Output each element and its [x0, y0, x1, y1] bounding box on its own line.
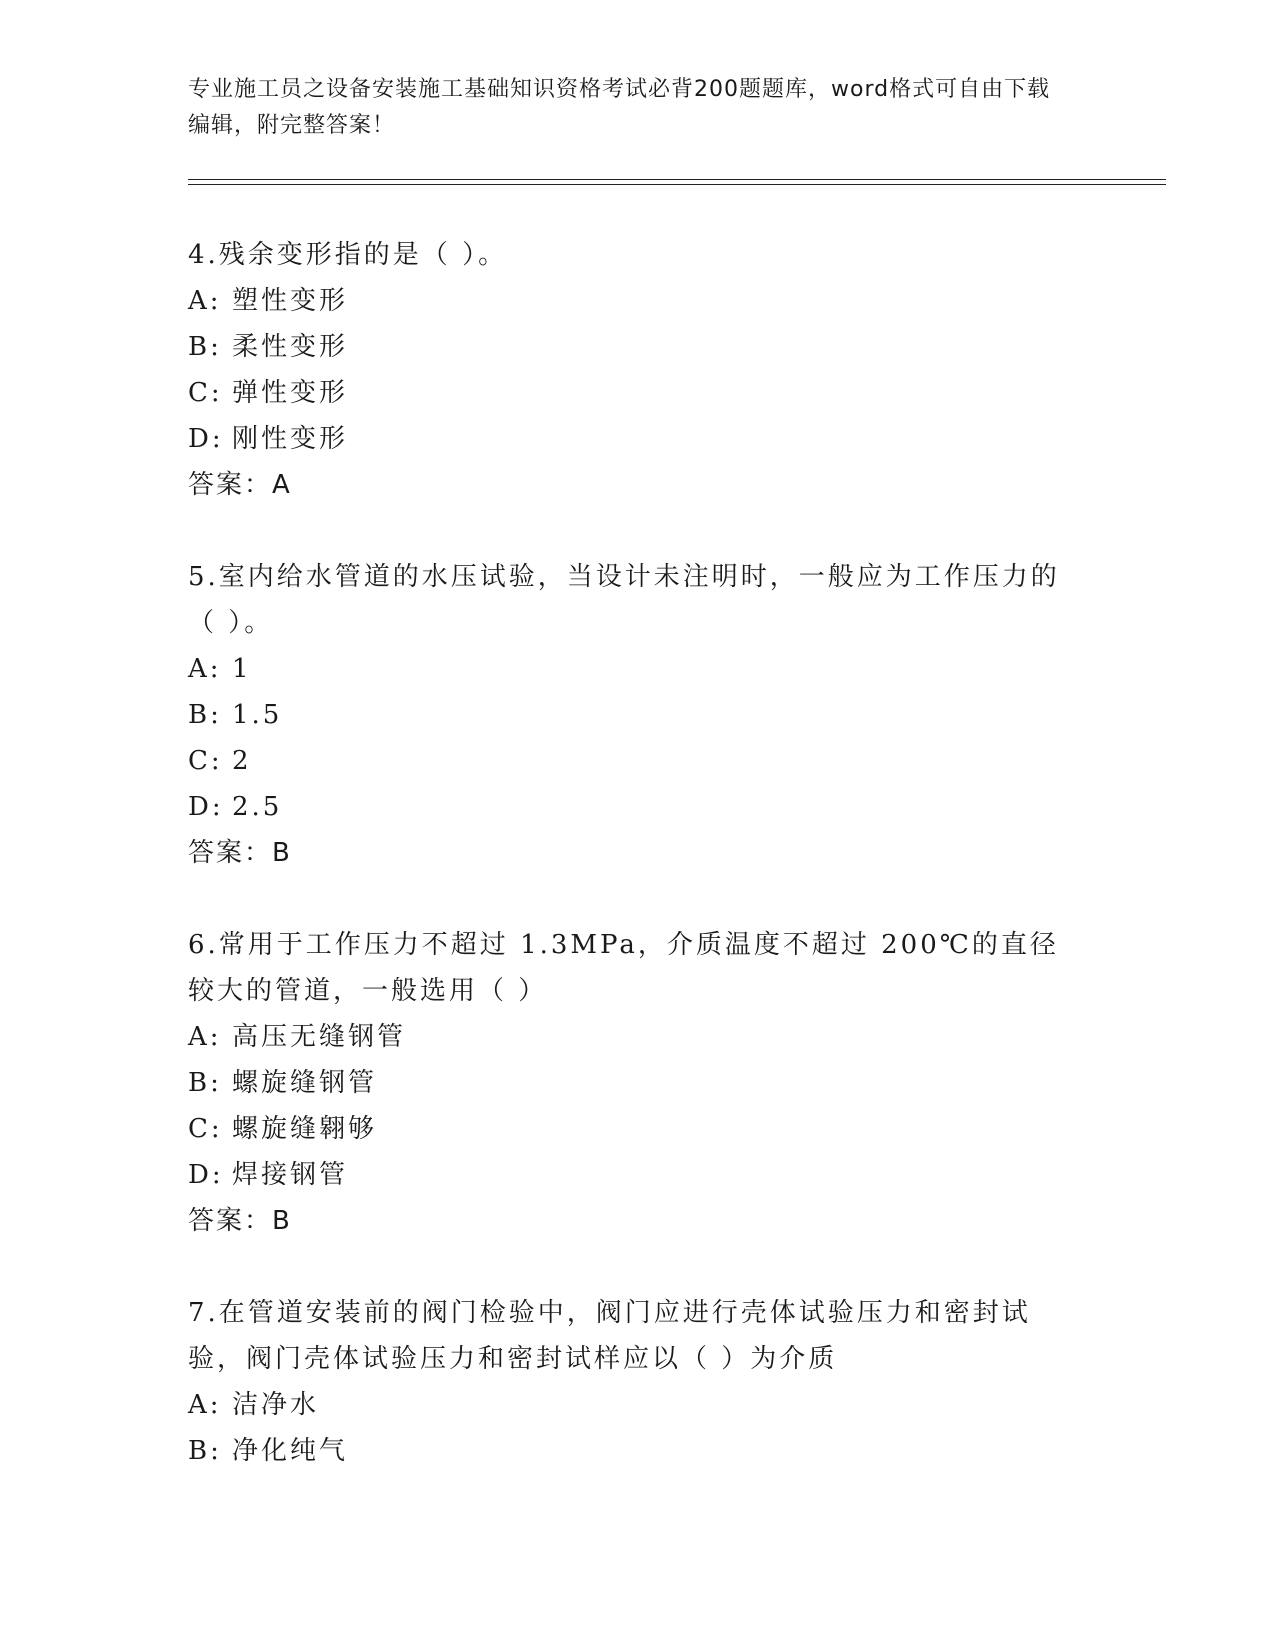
- option-b: [188, 1060, 1068, 1106]
- option-letter: C:: [188, 378, 223, 408]
- question-stem: 6.常用于工作压力不超过 1.3MPa，介质温度不超过 200℃的直径较大的管道，一般选用（ ）: [188, 930, 1059, 1006]
- option-letter: C:: [188, 1114, 223, 1144]
- option-d: [188, 416, 1068, 462]
- option-b: [188, 692, 1068, 738]
- header-title: 专业施工员之设备安装施工基础知识资格考试必背200题题库，word格式可自由下载编辑，附完整答案！: [188, 77, 1051, 138]
- option-a: [188, 278, 1068, 324]
- option-c: [188, 738, 1068, 784]
- option-text: 螺旋缝钢管: [232, 1068, 378, 1098]
- option-d: [188, 1152, 1068, 1198]
- question-4: [188, 232, 1068, 508]
- option-text: 螺旋缝翱够: [232, 1114, 378, 1144]
- answer-line: 答案：B: [188, 1206, 292, 1236]
- question-stem: 5.室内给水管道的水压试验，当设计未注明时，一般应为工作压力的（ ）。: [188, 562, 1060, 638]
- option-letter: A:: [188, 286, 222, 316]
- option-letter: A:: [188, 1390, 222, 1420]
- option-letter: C:: [188, 746, 223, 776]
- question-5: [188, 554, 1068, 876]
- option-text: 净化纯气: [232, 1436, 349, 1466]
- question-stem: 4.残余变形指的是（ ）。: [188, 240, 508, 270]
- question-7: [188, 1290, 1068, 1474]
- option-text: 高压无缝钢管: [232, 1022, 407, 1052]
- option-text: 2.5: [232, 792, 283, 822]
- option-letter: D:: [188, 792, 224, 822]
- option-letter: B:: [188, 1068, 222, 1098]
- option-letter: B:: [188, 1436, 222, 1466]
- answer-line: 答案：A: [188, 470, 292, 500]
- option-b: [188, 1428, 1068, 1474]
- option-letter: B:: [188, 332, 222, 362]
- option-d: [188, 784, 1068, 830]
- option-a: [188, 646, 1068, 692]
- option-letter: D:: [188, 1160, 224, 1190]
- option-text: 弹性变形: [232, 378, 349, 408]
- option-text: 焊接钢管: [232, 1160, 349, 1190]
- header-divider-bottom: [188, 184, 1166, 185]
- question-6: [188, 922, 1068, 1244]
- question-stem: 7.在管道安装前的阀门检验中，阀门应进行壳体试验压力和密封试验，阀门壳体试验压力和密封试样应以（ ）为介质: [188, 1298, 1031, 1374]
- option-text: 塑性变形: [232, 286, 349, 316]
- option-b: [188, 324, 1068, 370]
- option-c: [188, 370, 1068, 416]
- option-letter: A:: [188, 654, 222, 684]
- question-list: [188, 232, 1068, 1520]
- header-divider-top: [188, 179, 1166, 180]
- option-text: 柔性变形: [232, 332, 349, 362]
- answer-line: 答案：B: [188, 838, 292, 868]
- option-text: 1: [232, 654, 252, 684]
- option-text: 1.5: [232, 700, 283, 730]
- option-letter: D:: [188, 424, 224, 454]
- option-text: 2: [232, 746, 252, 776]
- option-text: 洁净水: [232, 1390, 320, 1420]
- document-header: [188, 72, 1068, 144]
- option-a: [188, 1014, 1068, 1060]
- option-letter: A:: [188, 1022, 222, 1052]
- option-a: [188, 1382, 1068, 1428]
- option-c: [188, 1106, 1068, 1152]
- option-letter: B:: [188, 700, 222, 730]
- option-text: 刚性变形: [232, 424, 349, 454]
